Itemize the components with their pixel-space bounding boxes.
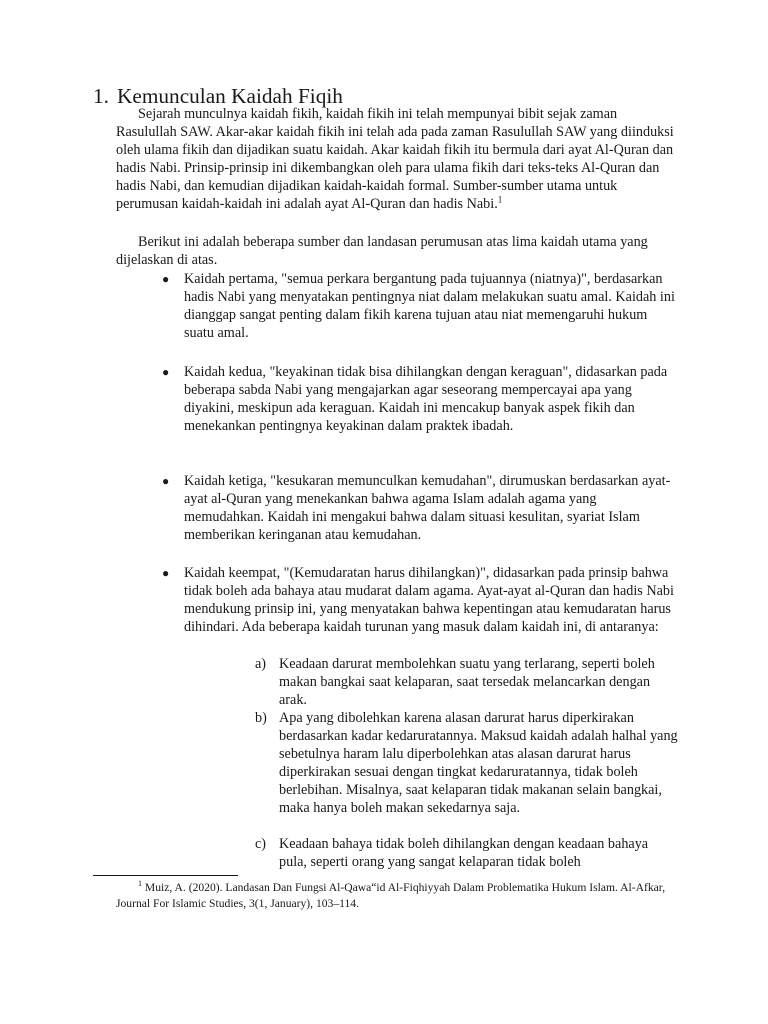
footnote-separator xyxy=(93,875,238,876)
bullet-icon: ● xyxy=(162,272,170,286)
section-heading xyxy=(93,84,693,108)
footnote-reference[interactable]: 1 xyxy=(497,194,503,205)
sub-item-marker: a) xyxy=(255,656,267,672)
section-number: 1. xyxy=(93,84,109,108)
footnote xyxy=(116,880,686,912)
bullet-icon: ● xyxy=(162,474,170,488)
paragraph-history xyxy=(116,105,676,213)
paragraph-text: Sejarah munculnya kaidah fikih, kaidah fikih ini telah mempunyai bibit sejak zaman Rasulullah SAW. Akar-akar kaidah fikih ini telah ada pada zaman Rasulullah SAW yang diinduksi oleh ulama fikih dan dijadikan suatu kaidah. Akar kaidah fikih itu bermula dari ayat Al-Quran dan hadis Nabi. Prinsip-prinsip ini dikembangkan oleh para ulama fikih dari teks-teks Al-Quran dan hadis Nabi, dan kemudian dijadikan kaidah-kaidah formal. Sumber-sumber utama untuk perumusan kaidah-kaidah ini adalah ayat Al-Quran dan hadis Nabi. xyxy=(116,106,674,212)
bullet-item xyxy=(162,363,676,435)
bullet-text: Kaidah pertama, "semua perkara bergantung pada tujuannya (niatnya)", berdasarkan hadis Nabi yang menyatakan pentingnya niat dalam melakukan suatu amal. Kaidah ini dianggap sangat penting dalam fikih karena tujuan atau niat memengaruhi hukum suatu amal. xyxy=(184,271,675,341)
sub-item-marker: c) xyxy=(255,836,267,852)
footnote-number: 1 xyxy=(138,879,142,889)
bullet-item xyxy=(162,472,676,544)
sub-list-item xyxy=(255,655,679,709)
sub-item-text: Apa yang dibolehkan karena alasan darurat harus diperkirakan berdasarkan kadar kedaruratannya. Maksud kaidah adalah halhal yang sebetulnya haram lalu diperbolehkan atas alasan darurat harus diperkirakan sesuai dengan tingkat kedaruratannya, tidak boleh berlebihan. Misalnya, saat kelaparan tidak makanan selain bangkai, maka hanya boleh makan sekedarnya saja. xyxy=(279,710,678,816)
sub-list-item xyxy=(255,835,679,871)
bullet-text: Kaidah ketiga, "kesukaran memunculkan kemudahan", dirumuskan berdasarkan ayat-ayat al-Quran yang menekankan bahwa agama Islam adalah agama yang memudahkan. Kaidah ini mengakui bahwa dalam situasi kesulitan, syariat Islam memberikan keringanan atau kemudahan. xyxy=(184,473,671,543)
sub-list-item xyxy=(255,709,679,817)
bullet-item xyxy=(162,564,676,636)
sub-item-text: Keadaan bahaya tidak boleh dihilangkan dengan keadaan bahaya pula, seperti orang yang sangat kelaparan tidak boleh xyxy=(279,836,649,870)
bullet-icon: ● xyxy=(162,566,170,580)
section-title: Kemunculan Kaidah Fiqih xyxy=(117,84,343,108)
sub-item-text: Keadaan darurat membolehkan suatu yang terlarang, seperti boleh makan bangkai saat kelaparan, saat tersedak melancarkan dengan arak. xyxy=(279,656,655,708)
bullet-icon: ● xyxy=(162,365,170,379)
paragraph-intro-list: Berikut ini adalah beberapa sumber dan landasan perumusan atas lima kaidah utama yang dijelaskan di atas. xyxy=(116,234,648,268)
footnote-text: Muiz, A. (2020). Landasan Dan Fungsi Al-Qawa“id Al-Fiqhiyyah Dalam Problematika Hukum Islam. Al-Afkar, Journal For Islamic Studies, 3(1, January), 103–114. xyxy=(116,881,666,910)
bullet-item xyxy=(162,270,676,342)
bullet-text: Kaidah keempat, "(Kemudaratan harus dihilangkan)", didasarkan pada prinsip bahwa tidak boleh ada bahaya atau mudarat dalam agama. Ayat-ayat al-Quran dan hadis Nabi mendukung prinsip ini, yang menyatakan bahwa kepentingan atau kemudaratan harus dihindari. Ada beberapa kaidah turunan yang masuk dalam kaidah ini, di antaranya: xyxy=(184,565,674,635)
sub-item-marker: b) xyxy=(255,710,267,726)
bullet-text: Kaidah kedua, "keyakinan tidak bisa dihilangkan dengan keraguan", didasarkan pada beberapa sabda Nabi yang mengajarkan agar seseorang mempercayai apa yang diyakini, meskipun ada keraguan. Kaidah ini mencakup banyak aspek fikih dan menekankan pentingnya keyakinan dalam praktek ibadah. xyxy=(184,364,668,434)
